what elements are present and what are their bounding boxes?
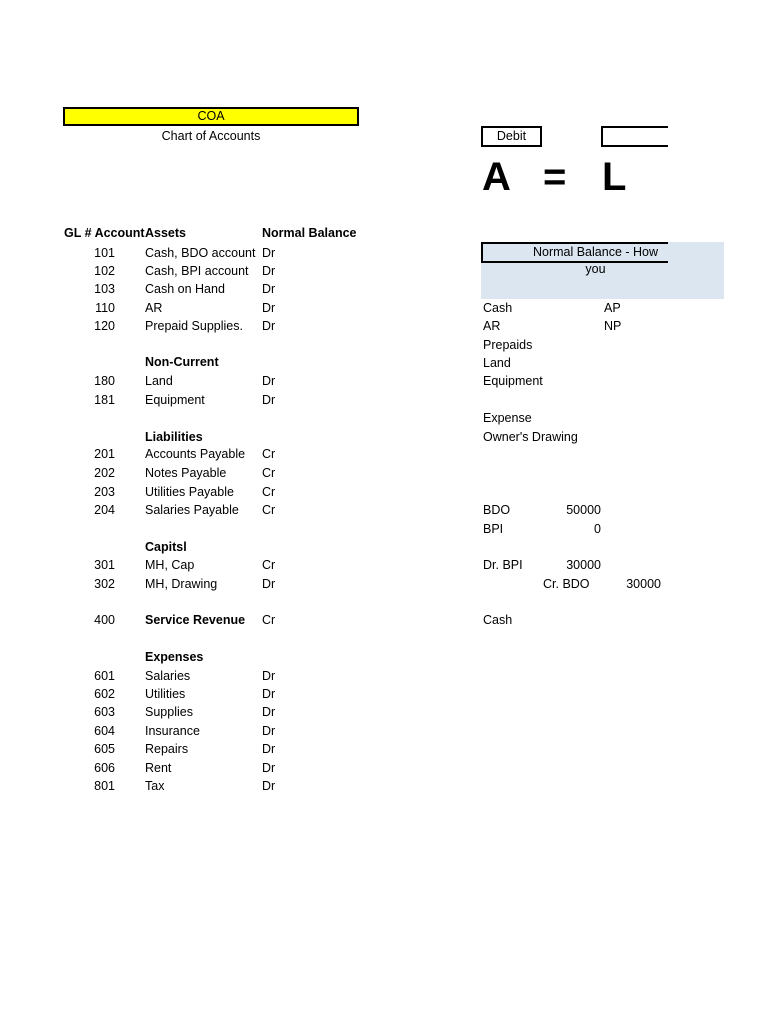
gl-number: 302 — [94, 577, 115, 591]
gl-number: 202 — [94, 466, 115, 480]
account-name: Rent — [145, 761, 172, 775]
normal-balance: Dr — [262, 319, 276, 333]
debit-list-item: Land — [483, 356, 511, 370]
assets-header: Assets — [145, 226, 186, 240]
credit-box — [601, 126, 668, 147]
normal-balance: Dr — [262, 687, 276, 701]
normal-balance: Cr — [262, 447, 276, 461]
normal-balance: Dr — [262, 264, 276, 278]
normal-balance: Dr — [262, 761, 276, 775]
coa-title-box: COA — [63, 107, 359, 126]
normal-balance: Dr — [262, 301, 276, 315]
gl-number: 400 — [94, 613, 115, 627]
gl-number: 204 — [94, 503, 115, 517]
debit-list-item: Equipment — [483, 374, 543, 388]
gl-number: 103 — [94, 282, 115, 296]
normal-balance: Dr — [262, 779, 276, 793]
bdo-value: 50000 — [566, 503, 601, 517]
bpi-label: BPI — [483, 522, 504, 536]
account-name: Prepaid Supplies. — [145, 319, 243, 333]
gl-number: 603 — [94, 705, 115, 719]
normal-balance-title: Normal Balance - How you — [532, 245, 659, 276]
gl-number: 101 — [94, 246, 115, 260]
normal-balance: Dr — [262, 724, 276, 738]
account-name: Cash, BPI account — [145, 264, 249, 278]
debit-list-item: Prepaids — [483, 338, 533, 352]
bpi-value: 0 — [594, 522, 601, 536]
normal-balance: Dr — [262, 577, 276, 591]
account-name: Utilities Payable — [145, 485, 234, 499]
gl-number: 181 — [94, 393, 115, 407]
gl-number: 601 — [94, 669, 115, 683]
account-name: Repairs — [145, 742, 189, 756]
gl-number: 201 — [94, 447, 115, 461]
normal-balance: Dr — [262, 282, 276, 296]
dr-bpi-value: 30000 — [566, 558, 601, 572]
normal-balance: Cr — [262, 485, 276, 499]
debit-list-item: Cash — [483, 301, 513, 315]
normal-balance: Dr — [262, 705, 276, 719]
account-name: MH, Drawing — [145, 577, 218, 591]
normal-balance: Dr — [262, 393, 276, 407]
credit-list-item: AP — [604, 301, 621, 315]
gl-number: 110 — [95, 301, 115, 315]
bdo-label: BDO — [483, 503, 511, 517]
account-name: Insurance — [145, 724, 200, 738]
liabilities-heading: Liabilities — [145, 430, 203, 444]
capital-heading: Capitsl — [145, 540, 187, 554]
gl-number: 606 — [94, 761, 115, 775]
gl-number: 180 — [94, 374, 115, 388]
account-name: Cash, BDO account — [145, 246, 256, 260]
gl-number: 604 — [94, 724, 115, 738]
gl-number: 301 — [94, 558, 115, 572]
gl-number: 602 — [94, 687, 115, 701]
gl-number: 801 — [94, 779, 115, 793]
normal-balance: Dr — [262, 742, 276, 756]
account-name: Notes Payable — [145, 466, 227, 480]
chart-of-accounts-subtitle: Chart of Accounts — [161, 129, 261, 143]
normal-balance: Cr — [262, 613, 276, 627]
cr-bdo-value: 30000 — [626, 577, 661, 591]
account-name: Tax — [145, 779, 165, 793]
account-name: Utilities — [145, 687, 186, 701]
normal-balance: Dr — [262, 669, 276, 683]
account-name: Salaries — [145, 669, 191, 683]
normal-balance-header: Normal Balance — [262, 226, 357, 240]
debit-list-item: AR — [483, 319, 501, 333]
normal-balance: Dr — [262, 374, 276, 388]
account-name: Cash on Hand — [145, 282, 225, 296]
normal-balance: Cr — [262, 466, 276, 480]
account-name: Land — [145, 374, 173, 388]
cash-label: Cash — [483, 613, 513, 627]
credit-list-item: NP — [604, 319, 622, 333]
equation-l: L — [602, 155, 627, 199]
noncurrent-heading: Non-Current — [145, 355, 219, 369]
expense-label: Expense — [483, 411, 532, 425]
account-name: Accounts Payable — [145, 447, 246, 461]
debit-box: Debit — [481, 126, 542, 147]
owners-drawing-label: Owner's Drawing — [483, 430, 578, 444]
gl-number: 605 — [94, 742, 115, 756]
normal-balance: Cr — [262, 558, 276, 572]
revenue-account-name: Service Revenue — [145, 613, 246, 627]
normal-balance: Dr — [262, 246, 276, 260]
normal-balance: Cr — [262, 503, 276, 517]
equation-equals: = — [543, 155, 567, 199]
account-name: Supplies — [145, 705, 193, 719]
account-name: MH, Cap — [145, 558, 195, 572]
gl-number: 102 — [94, 264, 115, 278]
account-name: Equipment — [145, 393, 205, 407]
cr-bdo-label: Cr. BDO — [543, 577, 590, 591]
expenses-heading: Expenses — [145, 650, 204, 664]
gl-account-header: GL # Account — [64, 226, 145, 240]
gl-number: 203 — [94, 485, 115, 499]
account-name: Salaries Payable — [145, 503, 239, 517]
equation-a: A — [482, 155, 511, 199]
gl-number: 120 — [94, 319, 115, 333]
account-name: AR — [145, 301, 163, 315]
normal-balance-box — [481, 242, 668, 276]
dr-bpi-label: Dr. BPI — [483, 558, 523, 572]
